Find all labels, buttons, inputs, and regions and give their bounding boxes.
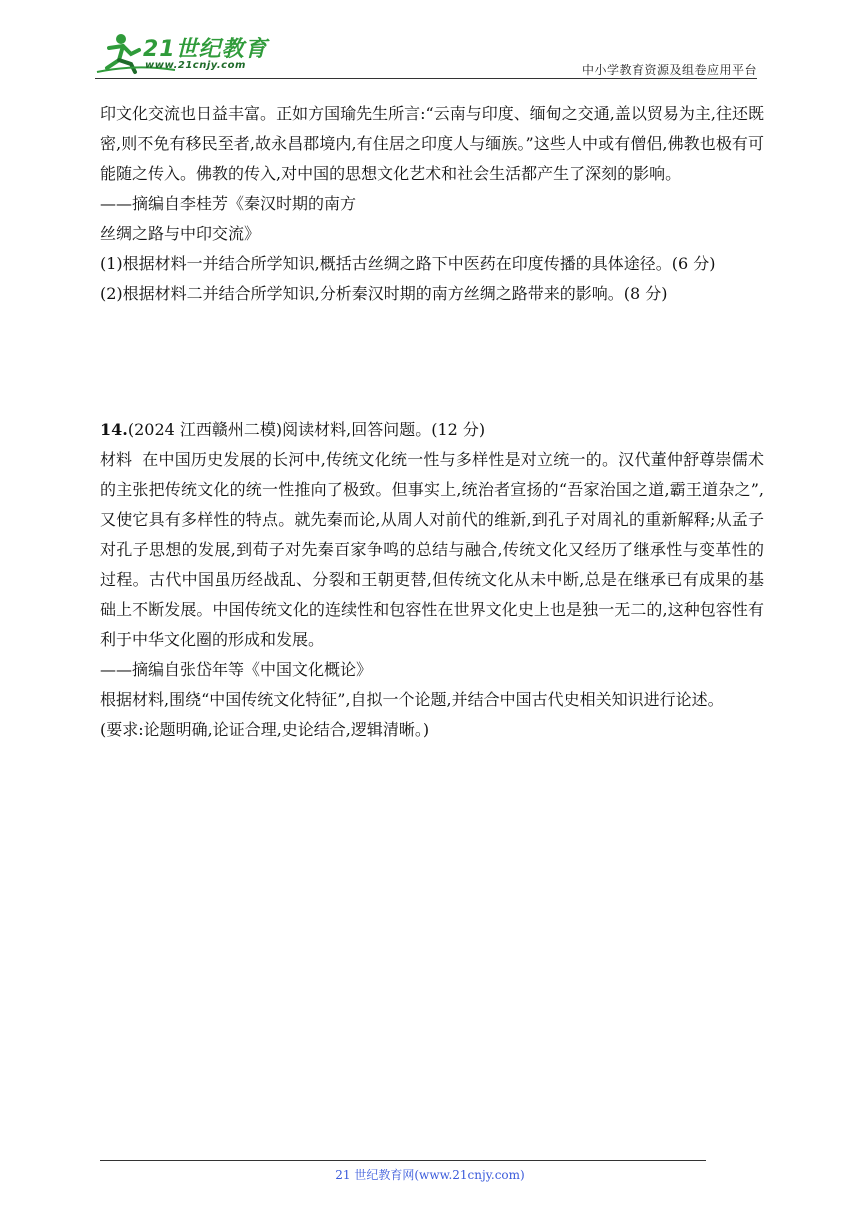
header-divider	[95, 78, 757, 79]
question-14-number: 14.	[100, 420, 128, 439]
logo-text: 21世纪教育	[143, 37, 268, 62]
answer-space	[100, 309, 764, 415]
page-header	[95, 28, 757, 80]
question-14-source: ——摘编自张岱年等《中国文化概论》	[100, 660, 373, 679]
question-14-title: (2024 江西赣州二模)阅读材料,回答问题。(12 分)	[127, 420, 486, 439]
question-2: (2)根据材料二并结合所学知识,分析秦汉时期的南方丝绸之路带来的影响。(8 分)	[100, 284, 668, 303]
passage-source-line1: ——摘编自李桂芳《秦汉时期的南方	[100, 194, 357, 213]
footer-divider	[100, 1160, 706, 1161]
document-body	[100, 99, 764, 745]
passage-continuation: 印文化交流也日益丰富。正如方国瑜先生所言:“云南与印度、缅甸之交通,盖以贸易为主,往还既密,则不免有移民至者,故永昌郡境内,有住居之印度人与缅族。”这些人中或有僧侣,佛教也极有可能随之传入。佛教的传入,对中国的思想文化艺术和社会生活都产生了深刻的影响。	[100, 104, 764, 183]
question-14-prompt: 根据材料,围绕“中国传统文化特征”,自拟一个论题,并结合中国古代史相关知识进行论述。	[100, 690, 724, 709]
logo-url: www.21cnjy.com	[145, 60, 246, 71]
platform-tagline: 中小学教育资源及组卷应用平台	[581, 63, 757, 77]
site-logo	[95, 28, 275, 76]
question-14-material	[100, 445, 764, 655]
passage-source-line2: 丝绸之路与中印交流》	[100, 224, 261, 243]
question-1: (1)根据材料一并结合所学知识,概括古丝绸之路下中医药在印度传播的具体途径。(6 分)	[100, 254, 716, 273]
question-14-requirement: (要求:论题明确,论证合理,史论结合,逻辑清晰。)	[100, 720, 430, 739]
footer-site-link[interactable]: 21 世纪教育网(www.21cnjy.com)	[335, 1168, 525, 1182]
material-text: 在中国历史发展的长河中,传统文化统一性与多样性是对立统一的。汉代董仲舒尊崇儒术的主张把传统文化的统一性推向了极致。但事实上,统治者宣扬的“吾家治国之道,霸王道杂之”,又使它具有多样性的特点。就先秦而论,从周人对前代的维新,到孔子对周礼的重新解释;从孟子对孔子思想的发展,到荀子对先秦百家争鸣的总结与融合,传统文化又经历了继承性与变革性的过程。古代中国虽历经战乱、分裂和王朝更替,但传统文化从未中断,总是在继承已有成果的基础上不断发展。中国传统文化的连续性和包容性在世界文化史上也是独一无二的,这种包容性有利于中华文化圈的形成和发展。	[100, 450, 764, 649]
material-label: 材料	[100, 450, 133, 469]
question-14-heading	[100, 415, 764, 445]
